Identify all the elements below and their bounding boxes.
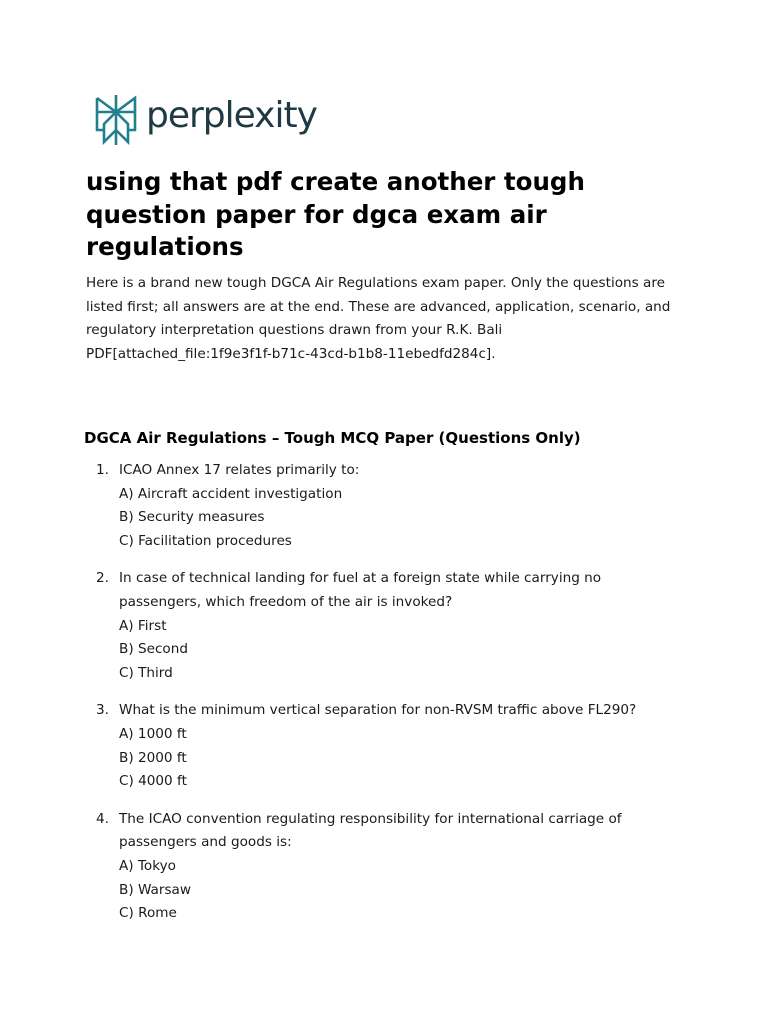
option-b: B) Warsaw <box>119 881 191 898</box>
question-number: 3. <box>96 702 109 719</box>
brand-wordmark: perplexity <box>146 95 317 136</box>
question-list <box>86 459 686 940</box>
perplexity-logo <box>94 94 317 146</box>
question-item <box>86 808 686 927</box>
intro-paragraph: Here is a brand new tough DGCA Air Regulations exam paper. Only the questions are listed first; all answers are at the end. These are advanced, application, scenario, and regulatory interpretation questions drawn from your R.K. Bali PDF[attached_file:1f9e3f1f-b71c-43cd-b1b8-11ebedfd284c]. <box>86 275 671 362</box>
question-number: 4. <box>96 810 109 827</box>
question-item <box>86 459 686 554</box>
option-c: C) Third <box>119 665 173 682</box>
option-a: A) Aircraft accident investigation <box>119 485 343 502</box>
option-a: A) 1000 ft <box>119 726 187 743</box>
option-c: C) Rome <box>119 905 177 922</box>
question-text: The ICAO convention regulating responsibility for international carriage of passengers and goods is: <box>119 810 622 851</box>
option-a: A) Tokyo <box>119 858 176 875</box>
page-title: using that pdf create another tough question paper for dgca exam air regulations <box>86 167 585 261</box>
option-b: B) Second <box>119 641 188 658</box>
section-heading: DGCA Air Regulations – Tough MCQ Paper (Questions Only) <box>84 429 581 447</box>
option-a: A) First <box>119 617 167 634</box>
option-c: C) 4000 ft <box>119 773 187 790</box>
question-text: In case of technical landing for fuel at a foreign state while carrying no passengers, which freedom of the air is invoked? <box>119 570 602 611</box>
question-number: 2. <box>96 570 109 587</box>
question-item <box>86 699 686 794</box>
question-text: ICAO Annex 17 relates primarily to: <box>119 462 360 478</box>
question-item <box>86 567 686 686</box>
option-c: C) Facilitation procedures <box>119 533 292 550</box>
option-b: B) Security measures <box>119 509 265 526</box>
option-b: B) 2000 ft <box>119 749 187 766</box>
question-number: 1. <box>96 462 109 478</box>
perplexity-mark-icon <box>94 94 138 146</box>
question-text: What is the minimum vertical separation for non-RVSM traffic above FL290? <box>119 702 637 719</box>
